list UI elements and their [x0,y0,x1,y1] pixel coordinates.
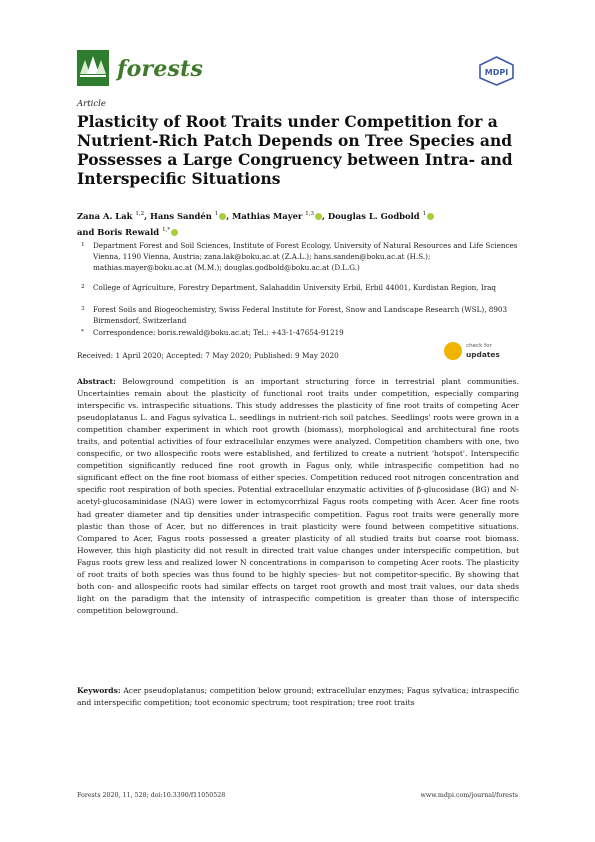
abstract-label: Abstract: [77,377,116,386]
orcid-icon[interactable] [427,213,434,220]
author-list: Zana A. Lak $^{1,2}$, Hans Sandén $^1$ , Mathias Mayer $^{1,3}$ , Douglas L. Godbold $^1$ and Boris Rewald $^{1,*}$ [77,207,527,239]
orcid-icon[interactable] [171,229,178,236]
mdpi-logo-icon [478,56,515,86]
affiliation-1: 1 Department Forest and Soil Sciences, Institute of Forest Ecology, University of Natural Resources and Life Sciences Vienna, 1190 Vienna, Austria; zana.lak@boku.ac.at (Z.A.L.); hans.sanden@boku.ac.at (H.S.); mathias.mayer@boku.ac.at (M.M.); douglas.godbold@boku.ac.at (D.L.G.) [81,241,518,272]
check-for-updates-button[interactable]: check for updates [444,340,500,364]
affiliation-2: 2 College of Agriculture, Forestry Department, Salahaddin University Erbil, Erbil 44001, Kurdistan Region, Iraq [81,283,497,292]
author-3[interactable]: Mathias Mayer $^{1,3}$ [232,211,322,221]
author-1[interactable]: Zana A. Lak $^{1,2}$ [77,210,145,221]
abstract [77,376,519,617]
publication-dates: Received: 1 April 2020; Accepted: 7 May 2020; Published: 9 May 2020 [77,351,339,360]
keywords [77,685,519,709]
check-updates-icon [444,342,462,360]
footer-citation: Forests 2020, 11, 528; doi:10.3390/f11050528 [77,792,226,799]
orcid-icon[interactable] [315,213,322,220]
article-title: Plasticity of Root Traits under Competition for a Nutrient-Rich Patch Depends on Tree Species and Possesses a Large Congruency between Intra- and Interspecific Situations [77,112,513,188]
author-2[interactable]: Hans Sandén $^1$ [150,211,226,221]
correspondence: * Correspondence: boris.rewald@boku.ac.at; Tel.: +43-1-47654-91219 [81,328,344,337]
mdpi-logo-text: MDPI [484,68,509,77]
abstract-text: Belowground competition is an important structuring force in terrestrial plant communities. Uncertainties remain about the plasticity of functional root traits under competition, especially comparing interspecific vs. intraspecific situations. This study addresses the plasticity of fine root traits of competing Acer pseudoplatanus L. and Fagus sylvatica L. seedlings in nutrient-rich soil patches. Seedlings' roots were grown in a competition chamber experiment in which root growth (biomass), morphological and architectural fine roots traits, and potential activities of four extracellular enzymes were analyzed. Competition chambers with one, two conspecific, or two allospecific roots were established, and fertilized to create a nutrient 'hotspot'. Interspecific competition significantly reduced fine root growth in Fagus only, while intraspecific competition had no significant effect on the fine root biomass of either species. Competition reduced root nitrogen concentration and specific root respiration of both species. Potential extracellular enzymatic activities of β-glucosidase (BG) and N-acetyl-glucosaminidase (NAG) were lower in ectomycorrhizal Fagus roots competing with Acer. Acer fine roots had greater diameter and tip densities under intraspecific competition. Fagus root traits were generally more plastic than those of Acer, but no differences in trait plasticity were found between competitive situations. Compared to Acer, Fagus roots possessed a greater plasticity of all studied traits but coarse root biomass. However, this high plasticity did not result in directed trait value changes under interspecific competition, but Fagus roots grew less and realized lower N concentrations in comparison to competing Acer roots. The plasticity of root traits of both species was thus found to be highly species- but not competitor-specific. By showing that both con- and allospecific roots had similar effects on target root growth and most trait values, our data sheds light on the paradigm that the intensity of intraspecific competition is greater than those of interspecific competition belowground. [77,377,519,615]
author-4[interactable]: Douglas L. Godbold $^1$ [328,211,434,221]
footer-url[interactable]: www.mdpi.com/journal/forests [420,792,518,799]
author-5[interactable]: and Boris Rewald $^{1,*}$ [77,227,178,237]
journal-logo-icon [77,50,109,86]
article-type: Article [77,99,106,109]
journal-name: forests [117,56,204,82]
keywords-label: Keywords: [77,686,121,695]
keywords-text: Acer pseudoplatanus; competition below ground; extracellular enzymes; Fagus sylvatica; intraspecific and interspecific competition; toot economic spectrum; toot respiration; tree root traits [77,686,519,708]
affiliation-3: 3 Forest Soils and Biogeochemistry, Swiss Federal Institute for Forest, Snow and Landscape Research (WSL), 8903 Birmensdorf, Switzerland [81,305,508,325]
